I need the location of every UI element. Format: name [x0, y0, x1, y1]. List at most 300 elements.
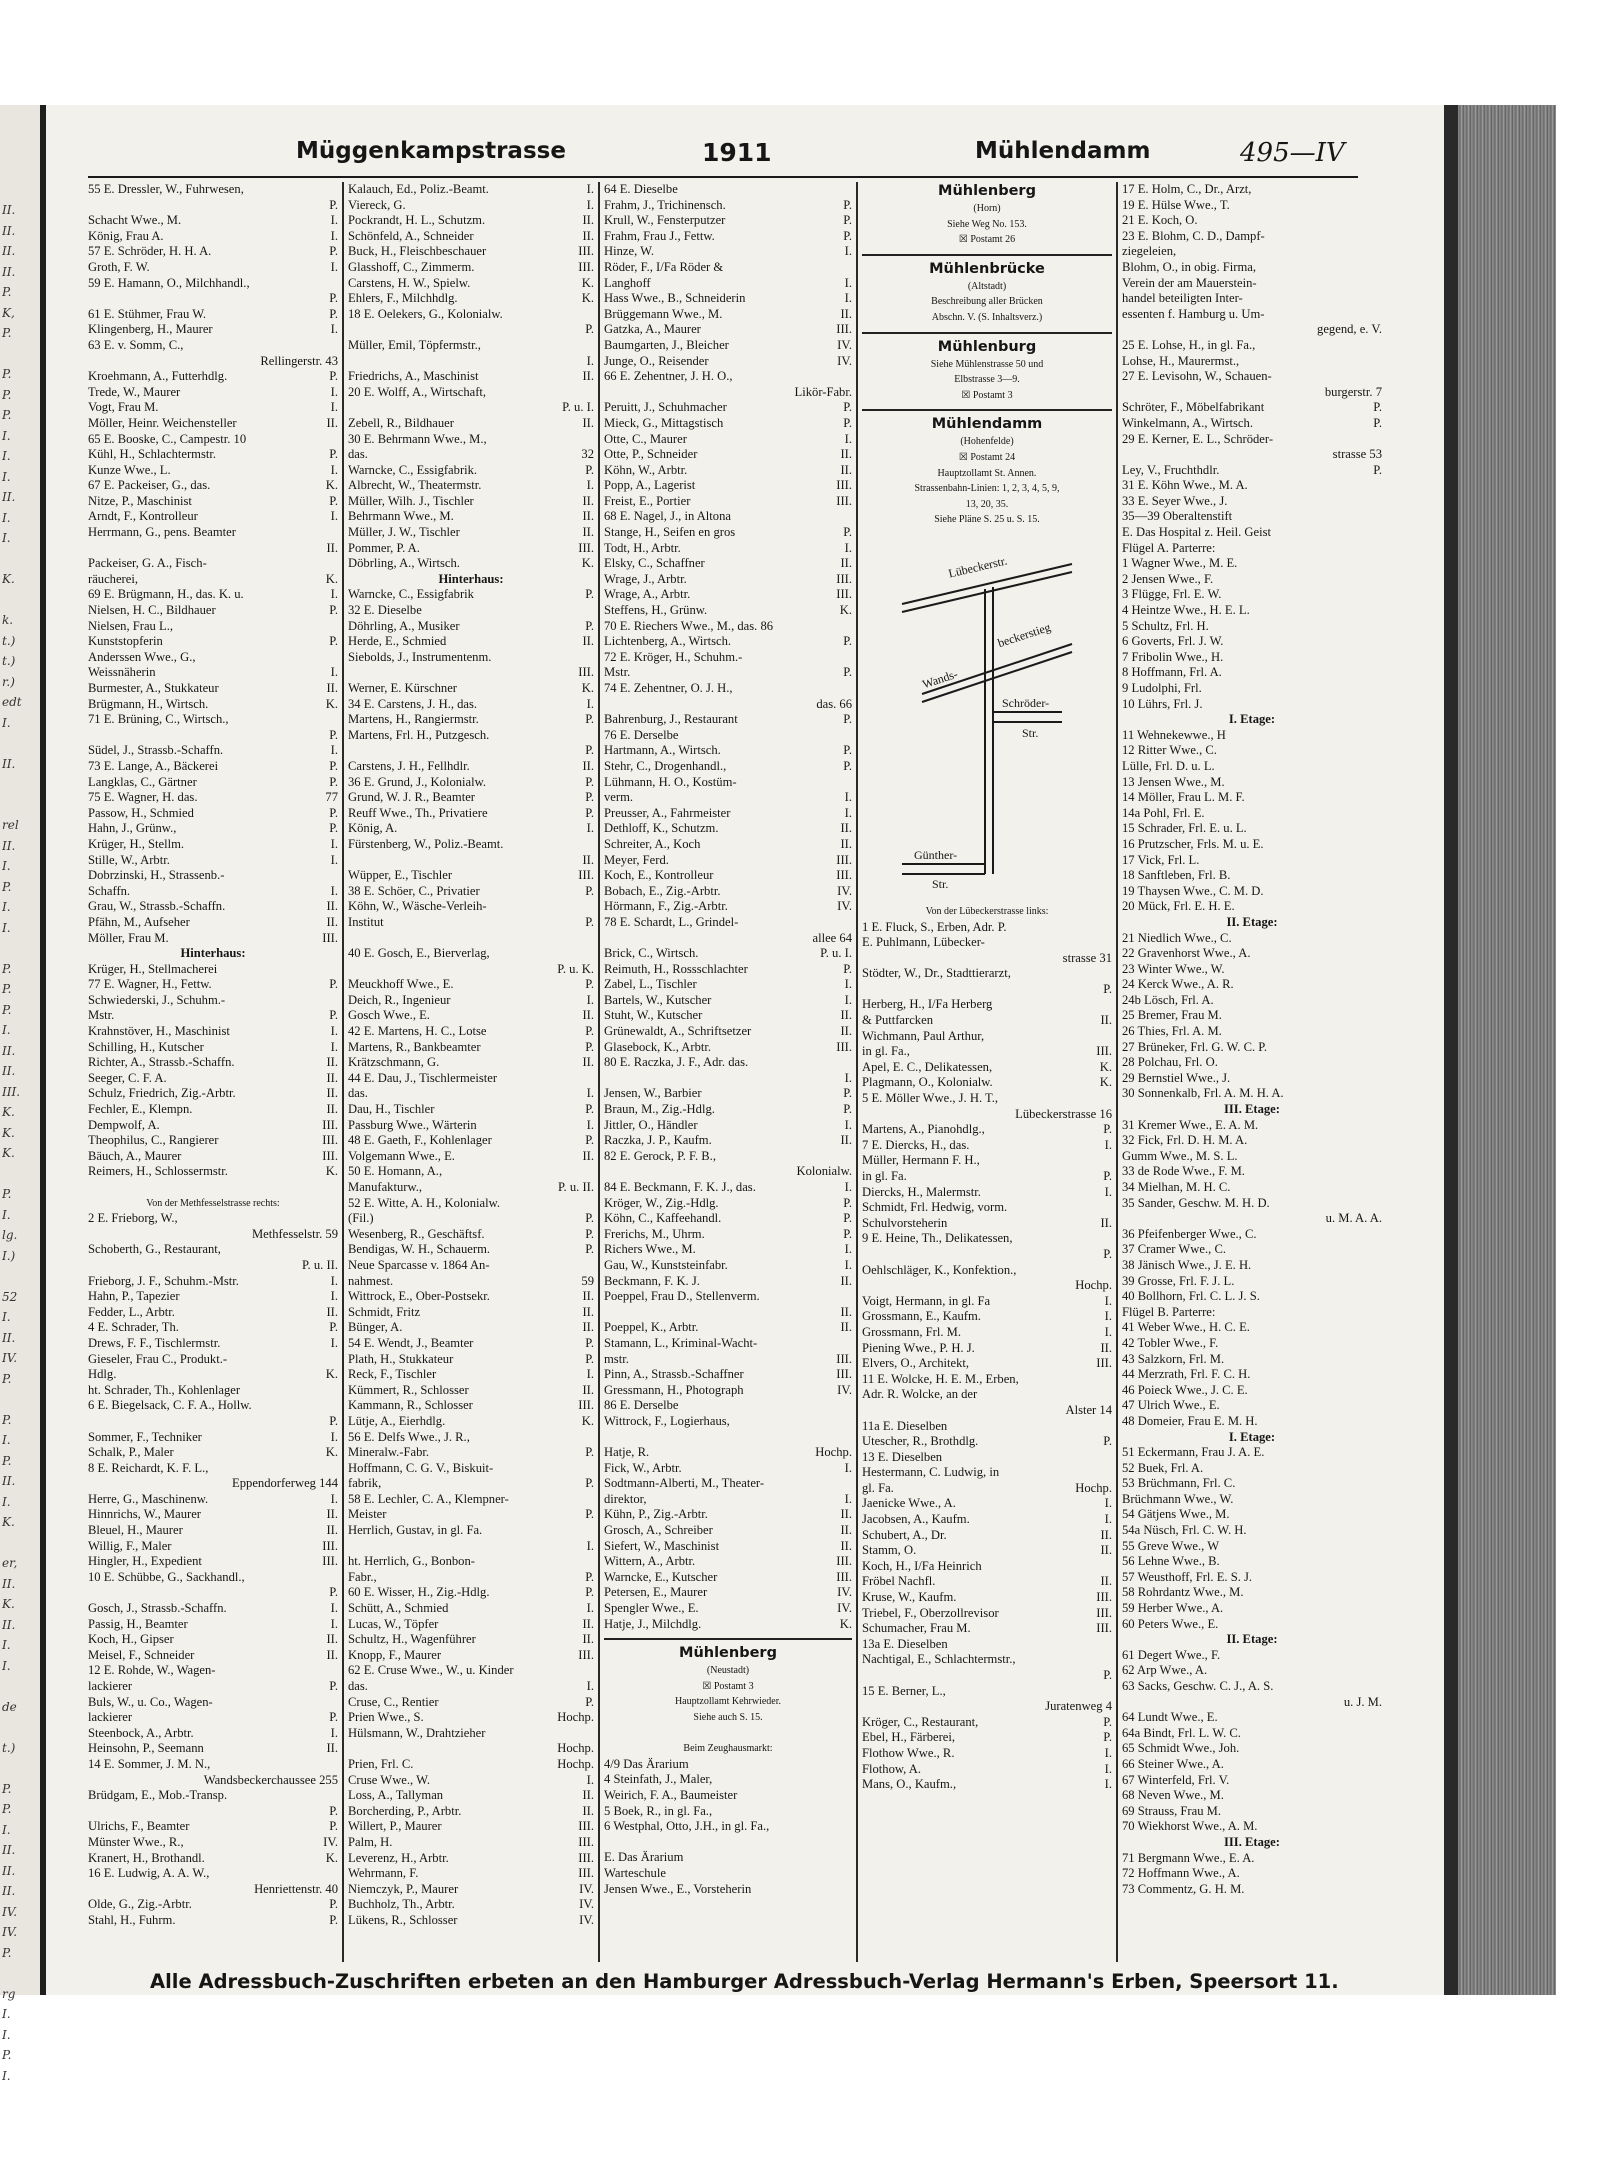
entry-floor: II.	[326, 1741, 338, 1756]
entry-floor: I.	[586, 1601, 594, 1616]
directory-entry	[348, 619, 594, 635]
directory-entry	[348, 1383, 594, 1399]
margin-mark: P.	[2, 1371, 12, 1386]
directory-entry	[348, 603, 594, 619]
entry-floor: P.	[843, 400, 852, 415]
directory-entry	[348, 1773, 594, 1789]
entry-name: Baumgarten, J., Bleicher	[604, 337, 729, 352]
directory-entry	[88, 1710, 338, 1726]
entry-floor: III.	[578, 1398, 594, 1413]
entry-floor: P.	[585, 1039, 594, 1054]
section-label: II. Etage:	[1226, 914, 1278, 929]
entry-name: Plath, H., Stukkateur	[348, 1351, 454, 1366]
entry-name: 19 Thaysen Wwe., C. M. D.	[1122, 883, 1264, 898]
directory-entry	[604, 229, 852, 245]
entry-name: Vogt, Frau M.	[88, 400, 159, 415]
directory-entry	[1122, 1773, 1382, 1789]
directory-entry	[604, 665, 852, 681]
directory-entry	[88, 977, 338, 993]
directory-entry	[862, 1044, 1112, 1060]
entry-name: 4/9 Das Ärarium	[604, 1756, 689, 1771]
entry-name: Bäuch, A., Maurer	[88, 1148, 182, 1163]
directory-entry	[348, 1788, 594, 1804]
directory-entry	[88, 899, 338, 915]
margin-mark: II.	[2, 244, 16, 258]
entry-name: 23 E. Blohm, C. D., Dampf-	[1122, 228, 1265, 243]
directory-entry	[1122, 1133, 1382, 1149]
entry-name: in gl. Fa.,	[862, 1044, 910, 1059]
entry-name: Lülle, Frl. D. u. L.	[1122, 758, 1215, 773]
entry-name: 6 Westphal, Otto, J.H., in gl. Fa.,	[604, 1819, 770, 1834]
directory-entry	[1122, 884, 1382, 900]
directory-entry	[348, 728, 594, 744]
entry-name: Siefert, W., Maschinist	[604, 1538, 720, 1553]
street-note: (Hohenfelde)	[960, 436, 1014, 448]
entry-floor: P.	[585, 743, 594, 758]
directory-entry	[604, 1585, 852, 1601]
entry-name: 25 Bremer, Frau M.	[1122, 1008, 1222, 1023]
directory-entry	[348, 1523, 594, 1539]
entry-name: Trede, W., Maurer	[88, 384, 181, 399]
entry-floor: II.	[840, 1008, 852, 1023]
entry-floor: I.	[844, 291, 852, 306]
directory-entry	[604, 1024, 852, 1040]
entry-floor: I.	[586, 821, 594, 836]
entry-floor: II.	[582, 1008, 594, 1023]
directory-entry	[348, 587, 594, 603]
directory-entry: Kolonialw.	[796, 1164, 852, 1179]
entry-floor: II.	[582, 1148, 594, 1163]
directory-entry	[88, 182, 338, 198]
entry-name: Weirich, F. A., Baumeister	[604, 1787, 738, 1802]
entry-name: Hülsmann, W., Drahtzieher	[348, 1725, 486, 1740]
entry-floor: I.	[330, 213, 338, 228]
directory-entry	[604, 634, 852, 650]
entry-name: Wüpper, E., Tischler	[348, 868, 453, 883]
entry-name: Theophilus, C., Rangierer	[88, 1133, 219, 1148]
entry-floor: I.	[330, 587, 338, 602]
street-note: Beim Zeughausmarkt:	[683, 1743, 773, 1755]
entry-name: 15 E. Berner, L.,	[862, 1683, 946, 1698]
directory-entry	[604, 993, 852, 1009]
directory-entry	[862, 1325, 1112, 1341]
entry-name: 19 E. Hülse Wwe., T.	[1122, 197, 1230, 212]
directory-entry	[88, 728, 338, 744]
entry-name: 67 E. Packeiser, G., das.	[88, 478, 211, 493]
entry-name: 58 E. Lechler, C. A., Klempner-	[348, 1491, 509, 1506]
directory-entry	[1122, 307, 1382, 323]
entry-floor: I.	[586, 1538, 594, 1553]
header-street-right: Mühlendamm	[975, 138, 1151, 164]
margin-mark	[2, 549, 36, 570]
margin-mark: II.	[2, 1576, 16, 1591]
entry-floor: I.	[330, 1491, 338, 1506]
entry-name: Lohse, H., Maurermst.,	[1122, 353, 1240, 368]
entry-floor: I.	[330, 384, 338, 399]
directory-entry	[604, 494, 852, 510]
directory-entry	[604, 463, 852, 479]
entry-name: Herrmann, G., pens. Beamter	[88, 525, 236, 540]
directory-entry	[88, 821, 338, 837]
directory-entry	[604, 1554, 852, 1570]
entry-floor: II.	[326, 1632, 338, 1647]
entry-floor: P.	[843, 961, 852, 976]
directory-entry	[862, 1434, 1112, 1450]
entry-name: Stamm, O.	[862, 1543, 917, 1558]
entry-name: Flothow, A.	[862, 1761, 922, 1776]
directory-entry	[604, 915, 852, 931]
entry-name: Deich, R., Ingenieur	[348, 992, 451, 1007]
margin-mark: t.)	[2, 633, 16, 648]
entry-floor: I.	[1104, 1777, 1112, 1792]
entry-name: Reuff Wwe., Th., Privatiere	[348, 805, 488, 820]
directory-entry: strasse 53	[1332, 447, 1382, 462]
entry-name: Buls, W., u. Co., Wagen-	[88, 1694, 213, 1709]
entry-name: 5 Boek, R., in gl. Fa.,	[604, 1803, 713, 1818]
entry-floor: P.	[585, 1335, 594, 1350]
entry-name: 24 Kerck Wwe., A. R.	[1122, 977, 1234, 992]
directory-entry	[604, 1102, 852, 1118]
entry-name: 43 Salzkorn, Frl. M.	[1122, 1351, 1225, 1366]
margin-mark: K.	[2, 1597, 15, 1611]
directory-entry	[348, 1242, 594, 1258]
entry-name: ht. Herrlich, G., Bonbon-	[348, 1554, 475, 1569]
street-note: (Neustadt)	[706, 1665, 750, 1677]
entry-name: Jensen, W., Barbier	[604, 1086, 702, 1101]
section-label: I. Etage:	[1228, 712, 1276, 727]
directory-entry	[88, 1741, 338, 1757]
directory-entry	[348, 1835, 594, 1851]
directory-entry	[1122, 587, 1382, 603]
margin-mark: IV.	[2, 1925, 18, 1939]
entry-name: Fabr.,	[348, 1569, 377, 1584]
entry-floor: P.	[585, 977, 594, 992]
header-page-number: 495—IV	[1240, 138, 1345, 168]
entry-name: Warncke, C., Essigfabrik.	[348, 462, 478, 477]
directory-entry	[88, 1507, 338, 1523]
directory-entry	[88, 1585, 338, 1601]
street-note: Siehe Weg No. 153.	[947, 218, 1027, 230]
entry-name: Stuht, W., Kutscher	[604, 1008, 703, 1023]
entry-name: Otte, P., Schneider	[604, 447, 698, 462]
entry-name: Fürstenberg, W., Poliz.-Beamt.	[348, 836, 504, 851]
entry-name: 14 E. Sommer, J. M. N.,	[88, 1756, 211, 1771]
entry-name: Mineralw.-Fabr.	[348, 1445, 430, 1460]
entry-name: Kühl, H., Schlachtermstr.	[88, 447, 217, 462]
directory-entry	[348, 1211, 594, 1227]
margin-mark	[2, 1389, 36, 1410]
section-label: III. Etage:	[1224, 1102, 1280, 1117]
directory-entry	[1122, 1196, 1382, 1212]
entry-name: 16 E. Ludwig, A. A. W.,	[88, 1866, 210, 1881]
directory-entry	[348, 806, 594, 822]
directory-entry	[348, 650, 594, 666]
entry-name: Preusser, A., Fahrmeister	[604, 805, 731, 820]
directory-entry: das. 66	[816, 696, 852, 711]
entry-name: 60 E. Wisser, H., Zig.-Hdlg.	[348, 1585, 490, 1600]
entry-floor: II.	[582, 1803, 594, 1818]
entry-name: König, A.	[348, 821, 398, 836]
directory-entry	[862, 997, 1112, 1013]
directory-entry	[1122, 977, 1382, 993]
entry-name: & Puttfarcken	[862, 1013, 933, 1028]
entry-floor: I.	[330, 883, 338, 898]
directory-entry	[862, 1481, 1112, 1497]
directory-entry	[88, 1601, 338, 1617]
directory-entry	[1122, 1305, 1382, 1321]
entry-floor: K.	[581, 275, 594, 290]
entry-name: 62 Arp Wwe., A.	[1122, 1663, 1208, 1678]
directory-entry	[88, 1570, 338, 1586]
margin-mark: I.	[2, 428, 11, 443]
directory-entry	[88, 1679, 338, 1695]
entry-name: Behrmann Wwe., M.	[348, 509, 454, 524]
directory-entry	[1122, 478, 1382, 494]
entry-floor: III.	[836, 587, 852, 602]
section-separator	[604, 1632, 852, 1640]
entry-name: Hinze, W.	[604, 244, 655, 259]
entry-floor: I.	[330, 836, 338, 851]
directory-entry	[88, 556, 338, 572]
entry-name: Schreiter, A., Koch	[604, 836, 701, 851]
street-note: ☒ Postamt 3	[702, 1680, 754, 1692]
entry-name: 33 de Rode Wwe., F. M.	[1122, 1164, 1245, 1179]
directory-entry	[88, 962, 338, 978]
directory-entry	[1122, 1242, 1382, 1258]
entry-name: 51 Eckermann, Frau J. A. E.	[1122, 1445, 1265, 1460]
margin-mark: I.	[2, 1207, 11, 1222]
directory-entry	[862, 1746, 1112, 1762]
directory-entry: Methfesselstr. 59	[251, 1226, 338, 1241]
directory-entry	[604, 525, 852, 541]
entry-floor: K.	[325, 696, 338, 711]
directory-entry	[1122, 946, 1382, 962]
directory-entry	[88, 697, 338, 713]
directory-entry	[604, 1461, 852, 1477]
directory-entry	[88, 1492, 338, 1508]
directory-entry: strasse 31	[1062, 950, 1112, 965]
directory-entry	[88, 1320, 338, 1336]
entry-floor: P.	[585, 1102, 594, 1117]
directory-entry	[348, 1757, 594, 1773]
entry-floor: II.	[582, 1382, 594, 1397]
entry-name: 70 Wiekhorst Wwe., A. M.	[1122, 1819, 1258, 1834]
entry-floor: II.	[326, 1055, 338, 1070]
directory-entry: Eppendorferweg 144	[232, 1476, 338, 1491]
entry-name: Hinnrichs, W., Maurer	[88, 1507, 201, 1522]
directory-entry	[1122, 1601, 1382, 1617]
entry-name: ziegeleien,	[1122, 244, 1177, 259]
entry-name: 5 Schultz, Frl. H.	[1122, 618, 1209, 633]
directory-entry	[862, 1294, 1112, 1310]
directory-entry	[88, 1757, 338, 1773]
entry-name: 69 E. Brügmann, H., das. K. u.	[88, 587, 244, 602]
entry-floor: III.	[322, 1148, 338, 1163]
entry-name: 68 Neven Wwe., M.	[1122, 1788, 1224, 1803]
entry-floor: I.	[844, 805, 852, 820]
entry-floor: II.	[840, 306, 852, 321]
map-label: Wands-	[920, 666, 960, 692]
directory-entry: gegend, e. V.	[1317, 322, 1382, 337]
entry-floor: P.	[843, 1195, 852, 1210]
directory-entry	[1122, 1710, 1382, 1726]
entry-name: ht. Schrader, Th., Kohlenlager	[88, 1382, 241, 1397]
directory-entry	[348, 1648, 594, 1664]
directory-entry	[1122, 556, 1382, 572]
directory-entry	[1122, 962, 1382, 978]
entry-floor: II.	[1100, 1543, 1112, 1558]
directory-entry	[862, 1029, 1112, 1045]
entry-floor: III.	[578, 244, 594, 259]
directory-entry	[88, 1398, 338, 1414]
entry-name: Buck, H., Fleischbeschauer	[348, 244, 487, 259]
margin-mark: I.	[2, 900, 11, 914]
entry-name: Herde, E., Schmied	[348, 634, 447, 649]
margin-mark: P.	[2, 408, 12, 422]
directory-entry	[88, 587, 338, 603]
directory-entry	[862, 1590, 1112, 1606]
entry-floor: III.	[836, 1367, 852, 1382]
directory-entry	[348, 1289, 594, 1305]
directory-entry	[604, 1336, 852, 1352]
entry-floor: P.	[329, 758, 338, 773]
street-note: Beschreibung aller Brücken	[931, 296, 1043, 308]
directory-entry	[604, 1788, 852, 1804]
directory-entry: Wandsbeckerchaussee 255	[203, 1772, 338, 1787]
directory-entry	[348, 494, 594, 510]
street-heading: Mühlenberg	[938, 183, 1036, 199]
entry-name: 5 E. Möller Wwe., J. H. T.,	[862, 1091, 999, 1106]
map-label: Schröder-	[1002, 695, 1050, 710]
entry-name: Flügel A. Parterre:	[1122, 540, 1216, 555]
directory-entry	[604, 1274, 852, 1290]
entry-name: Köhn, W., Wäsche-Verleih-	[348, 899, 487, 914]
entry-name: 40 E. Gosch, E., Bierverlag,	[348, 946, 490, 961]
street-note: Von der Methfesselstrasse rechts:	[146, 1197, 280, 1209]
directory-entry	[604, 1055, 852, 1071]
entry-name: Petersen, E., Maurer	[604, 1585, 708, 1600]
entry-floor: II.	[582, 1632, 594, 1647]
entry-name: Mstr.	[604, 665, 631, 680]
directory-entry: u. M. A. A.	[1325, 1211, 1382, 1226]
entry-name: 78 E. Schardt, L., Grindel-	[604, 914, 739, 929]
directory-entry	[862, 982, 1112, 998]
entry-name: Krätzschmann, G.	[348, 1055, 440, 1070]
directory-entry	[604, 416, 852, 432]
directory-entry	[1122, 1570, 1382, 1586]
entry-floor: P.	[585, 1507, 594, 1522]
directory-entry	[862, 1762, 1112, 1778]
entry-name: Müller, Wilh. J., Tischler	[348, 493, 474, 508]
directory-entry	[604, 868, 852, 884]
entry-floor: II.	[840, 447, 852, 462]
entry-floor: II.	[326, 540, 338, 555]
margin-mark: I.	[2, 1433, 11, 1447]
entry-floor: P.	[585, 322, 594, 337]
entry-floor: II.	[840, 462, 852, 477]
directory-entry	[88, 338, 338, 354]
entry-name: 38 E. Schöer, C., Privatier	[348, 883, 480, 898]
margin-mark: I.	[2, 859, 11, 873]
entry-name: Pinn, A., Strassb.-Schaffner	[604, 1367, 744, 1382]
directory-entry	[1122, 463, 1382, 479]
entry-name: Bahrenburg, J., Restaurant	[604, 712, 738, 727]
entry-name: Lükens, R., Schlosser	[348, 1912, 458, 1927]
directory-entry	[1122, 1274, 1382, 1290]
entry-floor: P.	[1103, 1668, 1112, 1682]
directory-entry	[604, 1492, 852, 1508]
entry-name: 46 Poieck Wwe., J. C. E.	[1122, 1382, 1248, 1397]
entry-name: 84 E. Beckmann, F. K. J., das.	[604, 1180, 756, 1194]
entry-name: Gau, W., Kunststeinfabr.	[604, 1257, 728, 1272]
column-divider	[856, 182, 858, 1962]
directory-entry	[1122, 634, 1382, 650]
directory-entry	[348, 1461, 594, 1477]
entry-floor: III.	[836, 1351, 852, 1366]
directory-entry	[604, 1305, 852, 1321]
entry-name: Seeger, C. F. A.	[88, 1070, 167, 1085]
directory-entry	[1122, 650, 1382, 666]
directory-entry	[348, 478, 594, 494]
entry-name: 4 Heintze Wwe., H. E. L.	[1122, 603, 1250, 618]
entry-floor: P.	[329, 1413, 338, 1428]
entry-floor: III.	[578, 540, 594, 555]
directory-entry	[88, 1383, 338, 1399]
directory-entry	[604, 307, 852, 323]
directory-entry	[862, 1652, 1112, 1668]
directory-entry	[604, 650, 852, 666]
directory-entry	[88, 509, 338, 525]
entry-floor: III.	[1096, 1621, 1112, 1636]
entry-name: Wichmann, Paul Arthur,	[862, 1028, 985, 1043]
directory-entry	[88, 1336, 338, 1352]
entry-name: 62 E. Cruse Wwe., W., u. Kinder	[348, 1663, 514, 1678]
column-3	[604, 182, 852, 1962]
entry-floor: I.	[330, 1273, 338, 1288]
entry-floor: III.	[836, 493, 852, 508]
entry-name: Pockrandt, H. L., Schutzm.	[348, 213, 486, 228]
entry-name: Ehlers, F., Milchhdlg.	[348, 291, 458, 306]
entry-floor: P.	[329, 1819, 338, 1834]
entry-name: 2 E. Frieborg, W.,	[88, 1211, 178, 1226]
directory-entry	[88, 1040, 338, 1056]
entry-name: Möller, Heinr. Weichensteller	[88, 415, 237, 430]
directory-entry	[1122, 494, 1382, 510]
entry-name: Grosch, A., Schreiber	[604, 1523, 713, 1538]
entry-floor: II.	[1100, 1013, 1112, 1028]
margin-mark: er,	[2, 1556, 18, 1570]
entry-floor: III.	[836, 478, 852, 493]
directory-entry	[348, 899, 594, 915]
entry-name: Wittrock, F., Logierhaus,	[604, 1413, 730, 1428]
entry-name: 52 E. Witte, A. H., Kolonialw.	[348, 1195, 501, 1210]
street-heading: Mühlenbrücke	[929, 260, 1045, 277]
entry-floor: II.	[326, 1523, 338, 1538]
margin-mark	[2, 1758, 36, 1779]
directory-entry	[862, 1091, 1112, 1107]
entry-name: 32 E. Dieselbe	[348, 603, 422, 618]
directory-entry	[604, 1320, 852, 1336]
directory-entry	[1122, 1726, 1382, 1742]
margin-mark: P.	[2, 367, 12, 381]
directory-entry	[88, 1430, 338, 1446]
entry-name: Prien Wwe., S.	[348, 1710, 424, 1725]
directory-entry	[604, 213, 852, 229]
entry-name: 63 Sacks, Geschw. C. J., A. S.	[1122, 1679, 1274, 1693]
directory-entry	[862, 1668, 1112, 1684]
column-4	[862, 182, 1112, 1962]
directory-entry	[862, 1278, 1112, 1294]
